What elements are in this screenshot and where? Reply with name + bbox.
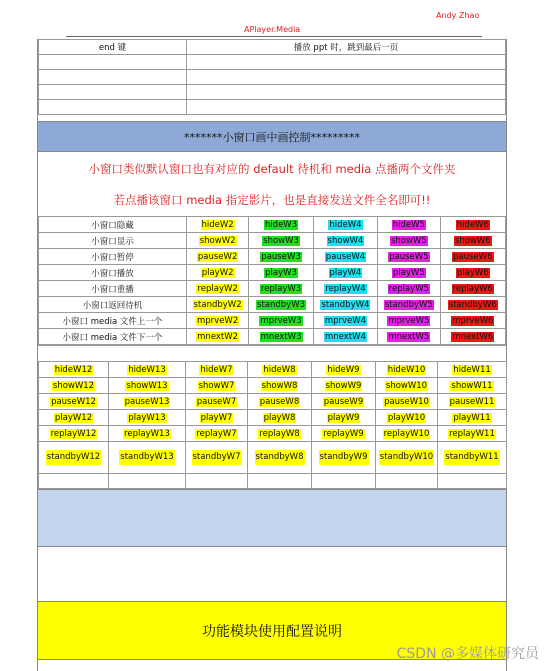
- command-cell: [39, 410, 109, 426]
- command-text: hideW11: [453, 364, 491, 375]
- command-cell: [378, 313, 440, 329]
- command-text: showW10: [385, 380, 428, 391]
- command-text: mnextW4: [324, 331, 366, 342]
- command-text: pauseW13: [124, 396, 170, 407]
- command-cell: [376, 378, 438, 394]
- command-text: mnextW6: [452, 331, 494, 342]
- command-text: playW5: [392, 267, 425, 278]
- section-note-2: 若点播该窗口 media 指定影片，也是直接发送文件全名即可!!: [113, 193, 431, 207]
- command-text: replayW3: [260, 283, 302, 294]
- command-cell: [378, 329, 440, 345]
- command-text: playW13: [128, 412, 166, 423]
- command-text: replayW5: [388, 283, 430, 294]
- command-cell: [39, 426, 109, 442]
- table-row: [39, 265, 506, 281]
- command-text: standbyW2: [193, 299, 242, 310]
- window-command-table: [38, 216, 506, 345]
- command-cell: [249, 297, 313, 313]
- table-row: [39, 410, 507, 426]
- command-text: playW2: [201, 267, 234, 278]
- command-cell: [376, 426, 438, 442]
- command-text: replayW6: [452, 283, 493, 294]
- command-text: playW12: [54, 412, 93, 423]
- command-cell: [438, 442, 507, 474]
- command-cell: [312, 410, 376, 426]
- table-row: [39, 313, 506, 329]
- command-text: hideW10: [387, 364, 426, 375]
- row-label: 小窗口返回待机: [39, 297, 187, 313]
- command-text: playW8: [263, 412, 296, 423]
- command-cell: [313, 313, 377, 329]
- command-cell: [312, 426, 376, 442]
- command-cell: [378, 281, 440, 297]
- command-cell: [109, 394, 186, 410]
- table-row: [39, 100, 506, 115]
- document-header-title: APlayer.Media: [244, 25, 301, 34]
- command-text: standbyW10: [379, 450, 434, 465]
- command-cell: [438, 410, 507, 426]
- command-cell: [438, 378, 507, 394]
- table-row: [39, 281, 506, 297]
- table-row: [39, 362, 507, 378]
- command-text: replayW11: [449, 428, 495, 439]
- table-row: [39, 249, 506, 265]
- command-text: hideW6: [456, 219, 489, 230]
- footer-title: 功能模块使用配置说明: [38, 601, 506, 660]
- command-cell: [249, 249, 313, 265]
- command-cell: [249, 217, 313, 233]
- command-text: hideW7: [200, 364, 233, 375]
- description-cell: [187, 70, 506, 85]
- command-text: pauseW4: [325, 251, 366, 262]
- row-label: 小窗口播放: [39, 265, 187, 281]
- command-text: hideW12: [54, 364, 93, 375]
- command-cell: [248, 442, 312, 474]
- table-row: [39, 297, 506, 313]
- command-cell: [440, 281, 505, 297]
- command-cell: [312, 378, 376, 394]
- command-cell: [186, 442, 248, 474]
- command-text: mprveW6: [452, 315, 494, 326]
- command-text: showW3: [263, 235, 299, 246]
- command-text: showW6: [454, 235, 491, 246]
- command-cell: [378, 217, 440, 233]
- command-text: replayW2: [197, 283, 238, 294]
- command-cell: [248, 426, 312, 442]
- command-text: pauseW10: [384, 396, 429, 407]
- command-cell: [313, 217, 377, 233]
- command-text: showW2: [199, 235, 236, 246]
- command-cell: [39, 362, 109, 378]
- command-cell: [248, 410, 312, 426]
- table-row: [39, 394, 507, 410]
- key-cell: [39, 55, 187, 70]
- command-cell: [109, 442, 186, 474]
- key-table: [38, 39, 506, 115]
- description-cell: [187, 55, 506, 70]
- command-cell: [249, 265, 313, 281]
- command-cell: [186, 281, 248, 297]
- command-cell: [313, 265, 377, 281]
- command-text: mprveW3: [260, 315, 302, 326]
- command-cell: [186, 362, 248, 378]
- command-cell: [186, 265, 248, 281]
- command-cell: [39, 394, 109, 410]
- table-row: [39, 85, 506, 100]
- command-cell: [249, 233, 313, 249]
- command-cell: [438, 394, 507, 410]
- empty-cell: [438, 474, 507, 489]
- command-cell: [39, 378, 109, 394]
- table-row: [39, 426, 507, 442]
- command-text: standbyW11: [444, 450, 499, 465]
- command-cell: [313, 297, 377, 313]
- command-text: playW4: [329, 267, 362, 278]
- command-text: standbyW9: [319, 450, 369, 465]
- command-text: replayW9: [323, 428, 364, 439]
- command-cell: [39, 442, 109, 474]
- key-cell: [39, 70, 187, 85]
- key-cell: [39, 85, 187, 100]
- document-sheet: [37, 39, 507, 671]
- key-cell: end 键: [39, 40, 187, 55]
- table-row: [39, 40, 506, 55]
- command-text: playW7: [200, 412, 233, 423]
- command-text: showW4: [327, 235, 364, 246]
- command-text: showW8: [261, 380, 298, 391]
- command-text: mprveW5: [388, 315, 430, 326]
- command-text: pauseW11: [449, 396, 495, 407]
- table-row: [39, 55, 506, 70]
- command-text: hideW13: [128, 364, 166, 375]
- command-cell: [438, 426, 507, 442]
- command-text: mnextW5: [388, 331, 430, 342]
- command-text: standbyW5: [384, 299, 433, 310]
- command-text: replayW7: [196, 428, 237, 439]
- command-text: showW11: [451, 380, 493, 391]
- empty-cell: [248, 474, 312, 489]
- row-label: 小窗口显示: [39, 233, 187, 249]
- author-label: Andy Zhao: [436, 11, 480, 20]
- command-cell: [186, 233, 248, 249]
- command-cell: [248, 394, 312, 410]
- command-cell: [438, 362, 507, 378]
- command-text: hideW8: [263, 364, 296, 375]
- command-cell: [186, 378, 248, 394]
- command-cell: [313, 281, 377, 297]
- command-cell: [312, 442, 376, 474]
- row-label: 小窗口重播: [39, 281, 187, 297]
- command-cell: [376, 362, 438, 378]
- command-text: playW6: [456, 267, 489, 278]
- command-cell: [313, 233, 377, 249]
- command-text: pauseW2: [197, 251, 238, 262]
- command-text: pauseW7: [196, 396, 237, 407]
- command-text: mprveW4: [324, 315, 367, 326]
- empty-cell: [312, 474, 376, 489]
- command-text: pauseW12: [51, 396, 96, 407]
- spacer-row: [38, 345, 506, 361]
- table-row: [39, 378, 507, 394]
- command-text: mnextW3: [260, 331, 302, 342]
- description-cell: [187, 100, 506, 115]
- empty-cell: [39, 474, 109, 489]
- command-text: replayW12: [50, 428, 97, 439]
- command-text: hideW9: [327, 364, 360, 375]
- command-text: mnextW2: [197, 331, 239, 342]
- blue-band: [38, 489, 506, 547]
- table-row: [39, 233, 506, 249]
- command-cell: [248, 362, 312, 378]
- command-text: replayW4: [325, 283, 366, 294]
- command-text: standbyW4: [321, 299, 370, 310]
- row-label: 小窗口 media 文件下一个: [39, 329, 187, 345]
- description-cell: 播放 ppt 时，跳到最后一页: [187, 40, 506, 55]
- section-note-1: 小窗口类似默认窗口也有对应的 default 待机和 media 点播两个文件夹: [88, 162, 456, 176]
- command-text: showW7: [198, 380, 235, 391]
- command-cell: [378, 249, 440, 265]
- command-cell: [440, 329, 505, 345]
- empty-cell: [186, 474, 248, 489]
- command-text: replayW10: [383, 428, 430, 439]
- blank-band: [38, 546, 506, 600]
- command-text: showW13: [126, 380, 168, 391]
- command-text: playW9: [327, 412, 360, 423]
- command-cell: [440, 233, 505, 249]
- command-cell: [313, 249, 377, 265]
- row-label: 小窗口隐藏: [39, 217, 187, 233]
- command-text: pauseW5: [389, 251, 429, 262]
- command-cell: [186, 313, 248, 329]
- command-cell: [440, 217, 505, 233]
- command-cell: [440, 249, 505, 265]
- command-cell: [376, 394, 438, 410]
- command-cell: [109, 410, 186, 426]
- header-rule: [66, 36, 482, 37]
- empty-cell: [109, 474, 186, 489]
- command-text: standbyW8: [255, 450, 305, 465]
- command-cell: [186, 297, 248, 313]
- command-text: standbyW12: [46, 450, 101, 465]
- command-text: hideW5: [392, 219, 425, 230]
- command-cell: [109, 378, 186, 394]
- command-text: pauseW6: [453, 251, 493, 262]
- table-row: [39, 474, 507, 489]
- command-text: standbyW3: [257, 299, 306, 310]
- command-cell: [248, 378, 312, 394]
- command-text: standbyW13: [119, 450, 174, 465]
- command-cell: [186, 394, 248, 410]
- command-text: playW3: [265, 267, 297, 278]
- command-cell: [440, 265, 505, 281]
- command-cell: [312, 362, 376, 378]
- command-cell: [249, 281, 313, 297]
- command-text: standbyW6: [448, 299, 497, 310]
- command-text: hideW4: [329, 219, 362, 230]
- command-cell: [186, 410, 248, 426]
- command-cell: [186, 426, 248, 442]
- command-cell: [186, 217, 248, 233]
- command-text: showW12: [52, 380, 95, 391]
- command-cell: [109, 426, 186, 442]
- key-cell: [39, 100, 187, 115]
- command-cell: [312, 394, 376, 410]
- command-cell: [440, 297, 505, 313]
- command-text: replayW13: [124, 428, 170, 439]
- description-cell: [187, 85, 506, 100]
- command-text: showW5: [390, 235, 427, 246]
- command-text: replayW8: [259, 428, 300, 439]
- command-cell: [440, 313, 505, 329]
- command-cell: [249, 313, 313, 329]
- table-row: [39, 70, 506, 85]
- command-cell: [186, 249, 248, 265]
- table-row: [39, 217, 506, 233]
- command-cell: [378, 233, 440, 249]
- table-row: [39, 329, 506, 345]
- command-text: mprveW2: [197, 315, 239, 326]
- command-text: pauseW9: [323, 396, 364, 407]
- row-label: 小窗口 media 文件上一个: [39, 313, 187, 329]
- command-cell: [378, 297, 440, 313]
- command-cell: [376, 410, 438, 426]
- empty-cell: [376, 474, 438, 489]
- table-row: [39, 442, 507, 474]
- command-text: playW10: [387, 412, 426, 423]
- command-text: hideW2: [201, 219, 234, 230]
- command-cell: [378, 265, 440, 281]
- command-cell: [109, 362, 186, 378]
- command-text: pauseW8: [259, 396, 300, 407]
- command-text: standbyW7: [192, 450, 242, 465]
- row-label: 小窗口暂停: [39, 249, 187, 265]
- command-text: showW9: [325, 380, 362, 391]
- command-cell: [249, 329, 313, 345]
- watermark: CSDN @多媒体研究员: [396, 646, 539, 662]
- command-text: playW11: [453, 412, 491, 423]
- command-cell: [313, 329, 377, 345]
- command-cell: [376, 442, 438, 474]
- command-cell: [186, 329, 248, 345]
- section-title: *******小窗口画中画控制*********: [38, 121, 506, 152]
- command-text: pauseW3: [261, 251, 301, 262]
- command-text: hideW3: [264, 219, 298, 230]
- extra-window-command-table: [38, 361, 507, 489]
